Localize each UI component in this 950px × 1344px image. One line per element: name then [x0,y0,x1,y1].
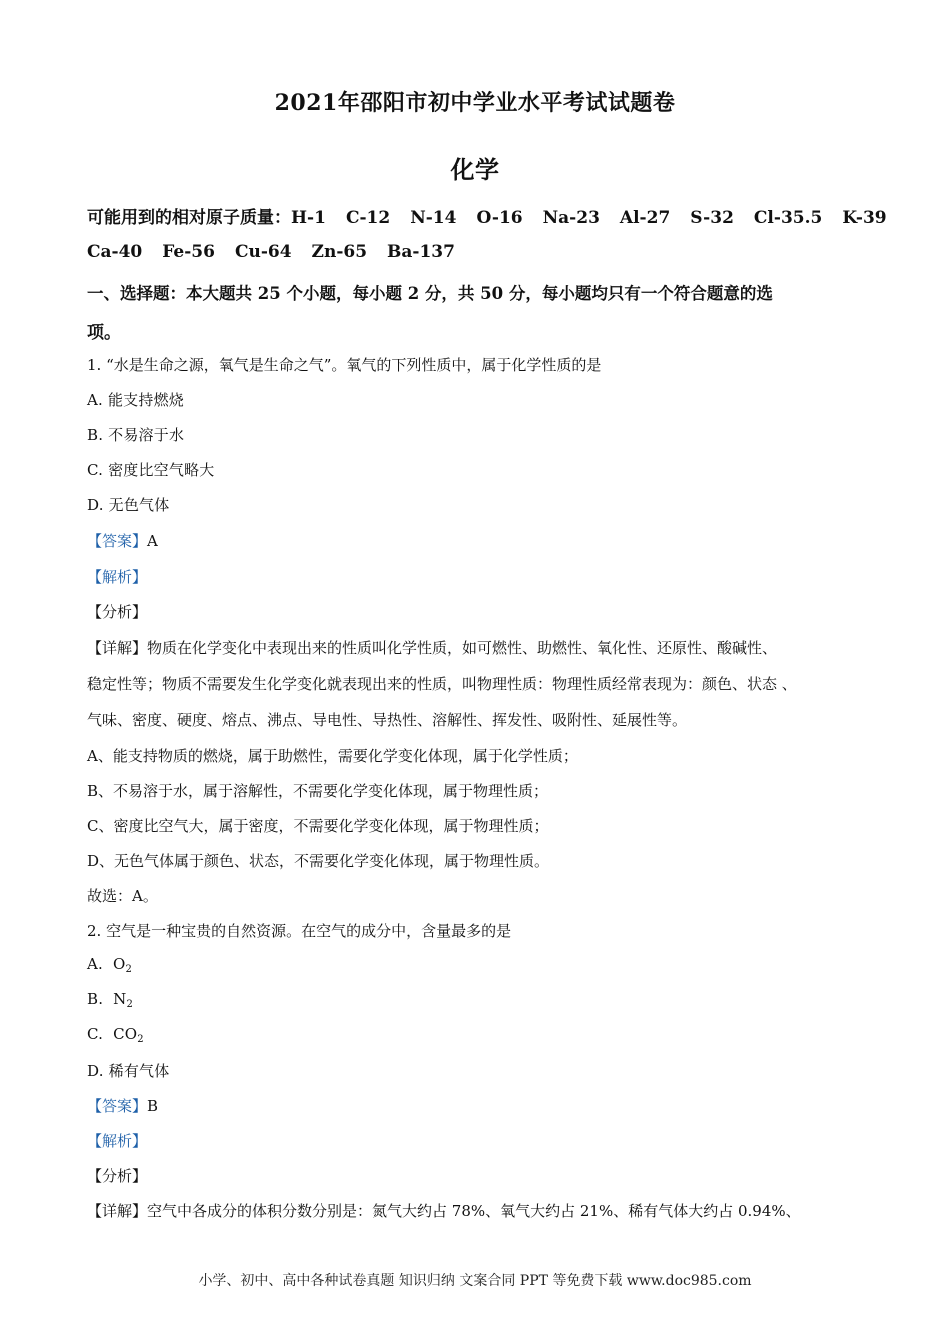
atomic-mass-item: Cu-64 [234,242,292,262]
q1-detail-line: C、密度比空气大，属于密度，不需要化学变化体现，属于物理性质； [87,817,549,835]
q1-detail-line: A、能支持物质的燃烧，属于助燃性，需要化学变化体现，属于化学性质； [87,747,578,765]
atomic-mass-item: Na-23 [542,208,600,228]
atomic-mass-item: Zn-65 [311,242,368,262]
option-letter: A. [87,955,104,973]
q2-option-c [87,1025,144,1045]
q1-detail-line: 稳定性等；物质不需要发生化学变化就表现出来的性质，叫物理性质：物理性质经常表现为：颜色、状态 、 [87,675,797,693]
answer-tag: 【答案】 [87,1097,148,1115]
q1-option-b: B. 不易溶于水 [87,426,185,444]
atomic-mass-item: K-39 [842,208,887,228]
option-letter: B. [87,990,104,1008]
q2-option-b [87,990,133,1010]
atomic-mass-item: S-32 [690,208,734,228]
formula: N [113,990,127,1008]
q1-detail-line: B、不易溶于水，属于溶解性，不需要化学变化体现，属于物理性质； [87,782,549,800]
q1-detail-line: 故选：A。 [87,887,158,905]
section-heading-line-1: 一、选择题：本大题共 25 个小题，每小题 2 分，共 50 分，每小题均只有一个符合题意的选 [87,284,773,303]
question-2-stem: 2. 空气是一种宝贵的自然资源。在空气的成分中，含量最多的是 [87,922,512,940]
answer-value: B [147,1097,159,1115]
atomic-mass-item: C-12 [345,208,391,228]
q2-answer [87,1095,158,1116]
q1-detail-line: 气味、密度、硬度、熔点、沸点、导电性、导热性、溶解性、挥发性、吸附性、延展性等。 [87,711,688,729]
q2-option-a [87,955,132,975]
q2-option-d: D. 稀有气体 [87,1062,170,1080]
q2-detail-line: 【详解】空气中各成分的体积分数分别是：氮气大约占 78%、氧气大约占 21%、稀有气体大约占 0.94%、 [87,1202,801,1220]
atomic-mass-item: Fe-56 [162,242,215,262]
q1-fenxi-tag: 【分析】 [87,603,148,621]
q1-detail-line: D、无色气体属于颜色、状态，不需要化学变化体现，属于物理性质。 [87,852,550,870]
q1-option-a: A. 能支持燃烧 [87,391,184,409]
option-letter: C. [87,1025,104,1043]
atomic-mass-row-1 [87,203,907,228]
atomic-mass-item: N-14 [410,208,457,228]
exam-title: 2021年邵阳市初中学业水平考试试题卷 [274,90,676,116]
atomic-mass-item: O-16 [476,208,523,228]
page-footer: 小学、初中、高中各种试卷真题 知识归纳 文案合同 PPT 等免费下载 www.doc985.com [198,1273,752,1289]
atomic-mass-item: Cl-35.5 [753,208,823,228]
formula-subscript: 2 [137,1034,144,1045]
formula: CO [113,1025,138,1043]
section-heading-line-2: 项。 [87,323,121,343]
q1-option-c: C. 密度比空气略大 [87,461,215,479]
q2-fenxi-tag: 【分析】 [87,1167,148,1185]
atomic-mass-item: Al-27 [619,208,671,228]
atomic-mass-row-2 [87,242,475,262]
question-1-stem: 1. “水是生命之源，氧气是生命之气”。氧气的下列性质中，属于化学性质的是 [87,356,602,374]
subject-title: 化学 [450,155,500,184]
atomic-mass-item: Ba-137 [387,242,455,262]
formula-subscript: 2 [125,964,133,975]
q1-option-d: D. 无色气体 [87,496,170,514]
atomic-mass-item: Ca-40 [87,242,143,262]
q2-jiexi-tag: 【解析】 [87,1132,148,1150]
q1-jiexi-tag: 【解析】 [87,568,148,586]
q1-detail-line: 【详解】物质在化学变化中表现出来的性质叫化学性质，如可燃性、助燃性、氧化性、还原性、酸碱性、 [87,639,778,657]
atomic-mass-item: H-1 [291,208,326,228]
formula-subscript: 2 [126,999,134,1010]
formula: O [112,955,126,973]
answer-tag: 【答案】 [87,532,148,550]
q1-answer [87,530,158,551]
answer-value: A [147,532,158,550]
atomic-mass-label: 可能用到的相对原子质量： [87,208,291,228]
